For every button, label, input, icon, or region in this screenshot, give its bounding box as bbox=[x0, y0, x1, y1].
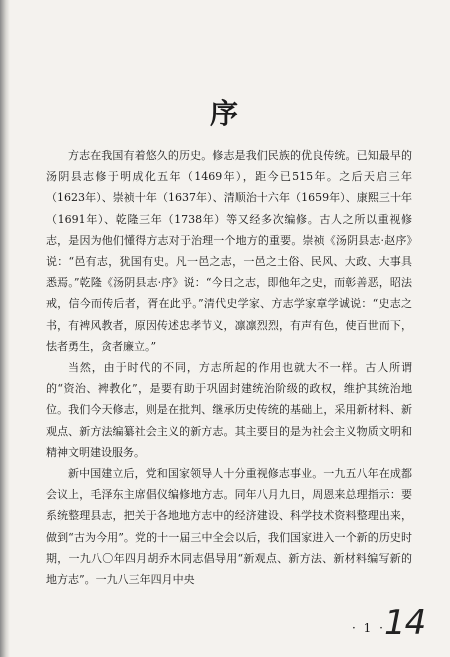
paragraph-1: 方志在我国有着悠久的历史。修志是我们民族的优良传统。已知最早的汤阴县志修于明成化五年（1469年），距今已515年。之后天启三年（1623年）、崇祯十年（1637年）、清顺治十六年（1659年）、康熙三十年（1691年）、乾隆三年（1738年）等又经多次编修。古人之所以重视修志，是因为他们懂得方志对于治理一个地方的重要。崇祯《汤阴县志·赵序》说：“邑有志，犹国有史。凡一邑之志，一邑之土俗、民风、大政、大事具悉焉。”乾隆《汤阴县志·序》说：“今日之志，即他年之史，而彰善恶，昭法戒，信今而传后者，胥在此乎。”清代史学家、方志学家章学诚说：“史志之书，有裨风教者，原因传述忠孝节义，凛凛烈烈，有声有色，使百世而下，怯者勇生，贪者廉立。” bbox=[46, 149, 412, 353]
paragraph-3: 新中国建立后，党和国家领导人十分重视修志事业。一九五八年在成都会议上，毛泽东主席倡仪编修地方志。同年八月九日，周恩来总理指示：要系统整理县志，把关于各地地方志中的经济建设、科学技术资料整理出来，做到“古为今用”。党的十一届三中全会以后，我们国家进入一个新的历史时期，一九八〇年四月胡乔木同志倡导用“新观点、新方法、新材料编写新的地方志”。一九八三年四月中央 bbox=[46, 467, 412, 587]
paragraph-2: 当然，由于时代的不同，方志所起的作用也就大不一样。古人所谓的“资治、裨教化”，是要有助于巩固封建统治阶级的政权，维护其统治地位。我们今天修志，则是在批判、继承历史传统的基础上，采用新材料、新观点、新方法编纂社会主义的新方志。其主要目的是为社会主义物质文明和精神文明建设服务。 bbox=[46, 361, 412, 459]
body-text bbox=[46, 145, 412, 590]
handwritten-page-mark: 14 bbox=[384, 603, 426, 643]
page-number: · 1 · bbox=[352, 621, 385, 635]
page-title: 序 bbox=[209, 97, 240, 130]
